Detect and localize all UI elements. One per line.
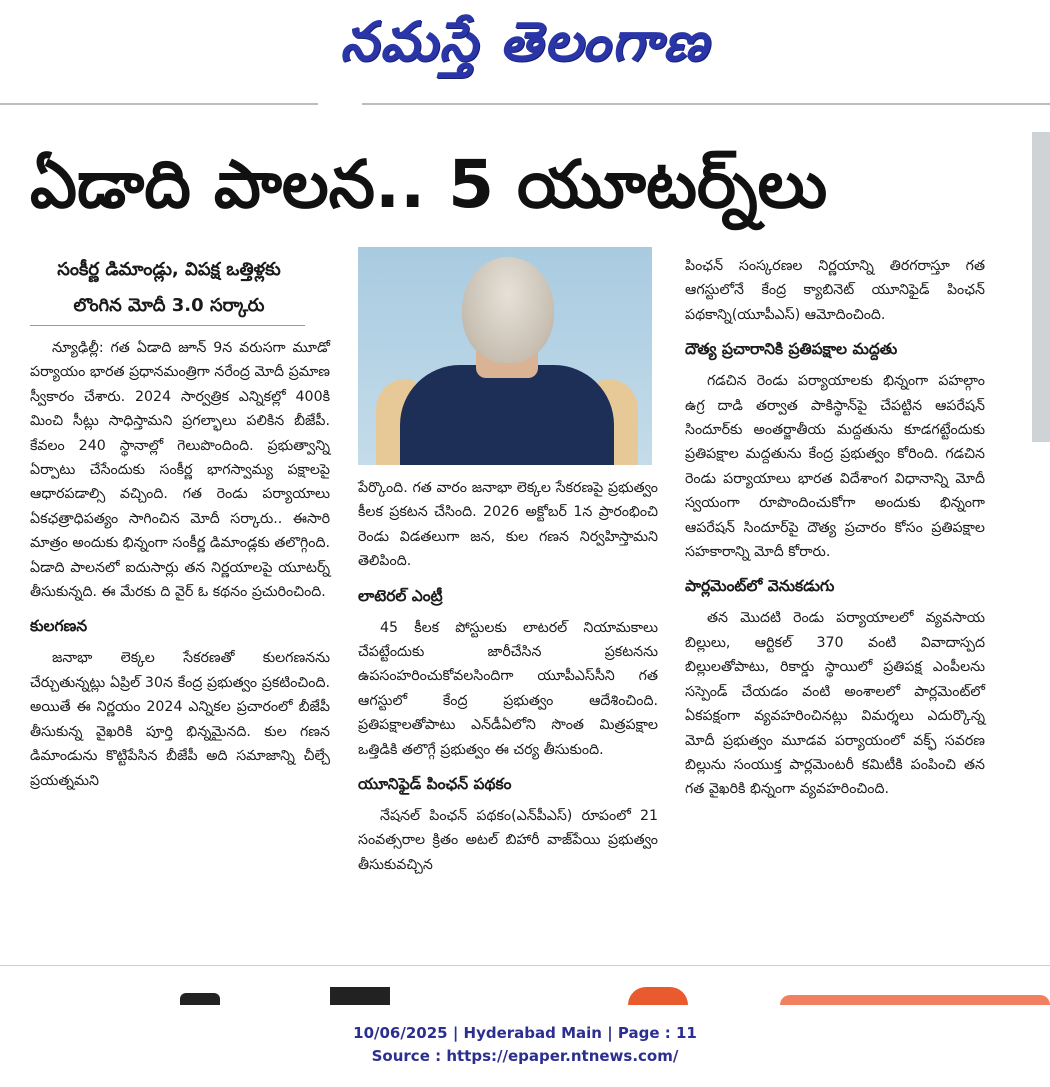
- masthead: [0, 0, 1050, 95]
- divider: [0, 103, 318, 105]
- section-heading: యూనిఫైడ్ పింఛన్ పథకం: [358, 775, 512, 794]
- section-heading: లాటెరల్ ఎంట్రీ: [358, 586, 443, 605]
- source-link[interactable]: Source : https://epaper.ntnews.com/: [371, 1047, 679, 1065]
- divider: [30, 325, 305, 326]
- divider: [362, 103, 1050, 105]
- section-heading: కులగణన: [30, 617, 88, 636]
- article-headline: ఏడాది పాలన.. 5 యూటర్న్‌లు: [30, 146, 828, 223]
- edition-info: 10/06/2025 | Hyderabad Main | Page : 11: [353, 1024, 697, 1042]
- article-column-1: [30, 336, 330, 793]
- article-column-3: [685, 254, 985, 802]
- section-heading: దౌత్య ప్రచారానికి ప్రతిపక్షాల మద్దతు: [685, 340, 898, 359]
- section-heading: పార్లమెంట్‌లో వెనుకడుగు: [685, 577, 835, 596]
- paragraph: పేర్కొంది. గత వారం జనాభా లెక్కల సేకరణపై ప్రభుత్వం కీలక ప్రకటన చేసింది. 2026 అక్టోబర్ 1న ప్రారంభించి రెండు విడతలుగా జన, కుల గణన నిర్వహిస్తామని తెలిపింది.: [358, 480, 658, 570]
- paragraph: తన మొదటి రెండు పర్యాయాలలో వ్యవసాయ బిల్లులు, ఆర్టికల్ 370 వంటి వివాదాస్పద బిల్లులతోపాటు, రికార్డు స్థాయిలో ప్రతిపక్ష ఎంపీలను సస్పెండ్ చేయడం వంటి అంశాలలో పార్లమెంట్‌లో ఏకపక్షంగా వ్యవహరించినట్లు విమర్శలు ఎదుర్కొన్న మోదీ ప్రభుత్వం మూడవ పర్యాయంలో వక్ఫ్ సవరణ బిల్లును సంయుక్త పార్లమెంటరీ కమిటీకి పంపించి తన గత వైఖరికి భిన్నంగా వ్యవహరించింది.: [685, 610, 985, 798]
- newspaper-logo: నమస్తే తెలంగాణ: [340, 9, 710, 73]
- article-subheadline: [30, 252, 308, 324]
- paragraph: జనాభా లెక్కల సేకరణతో కులగణనను చేర్చుతున్నట్లు ఏప్రిల్ 30న కేంద్ర ప్రభుత్వం ప్రకటించింది. అయితే ఈ నిర్ణయం 2024 ఎన్నికల ప్రచారంలో బీజేపీ తీసుకున్న వైఖరికి పూర్తి భిన్నమైనది. కుల గణన డిమాండును కొట్టిపేసిన బీజేపీ అది సమాజాన్ని చీల్చే ప్రయత్నమని: [30, 650, 330, 789]
- paragraph: పింఛన్ సంస్కరణల నిర్ణయాన్ని తిరగరాస్తూ గత ఆగస్టులోనే కేంద్ర క్యాబినెట్ యూనిఫైడ్ పింఛన్ పథకాన్ని(యూపీఎస్) ఆమోదించింది.: [685, 258, 985, 323]
- page-footer: [0, 1022, 1050, 1068]
- paragraph: గడచిన రెండు పర్యాయాలకు భిన్నంగా పహల్గాం ఉగ్ర దాడి తర్వాత పాకిస్థాన్‌పై చేపట్టిన ఆపరేషన్ సిందూర్‌కు అంతర్జాతీయ మద్దతును కూడగట్టేందుకు ప్రతిపక్షాల మద్దతును కేంద్ర ప్రభుత్వం కోరింది. గడచిన రెండు పర్యాయాలు భారత విదేశాంగ విధానాన్ని మోదీ స్వయంగా రూపొందించుకోగా అందుకు భిన్నంగా ఆపరేషన్ సిందూర్‌పై దౌత్య ప్రచారం కోసం ప్రతిపక్షాల సహకారాన్ని మోదీ కోరారు.: [685, 373, 985, 561]
- adjacent-article-photo: [1032, 132, 1050, 442]
- advertisement-strip: [0, 985, 1050, 1005]
- paragraph: నేషనల్ పింఛన్ పథకం(ఎన్‌పీఎస్) రూపంలో 21 సంవత్సరాల క్రితం అటల్ బిహారీ వాజ్‌పేయి ప్రభుత్వం తీసుకువచ్చిన: [358, 808, 658, 873]
- subhead-line: లొంగిన మోదీ 3.0 సర్కారు: [73, 295, 265, 316]
- paragraph: 45 కీలక పోస్టులకు లాటరల్ నియామకాలు చేపట్టేందుకు జారీచేసిన ప్రకటనను ఉపసంహరించుకోవలసిందిగా యూపీఎస్‌సీని గత ఆగస్టులో కేంద్ర ప్రభుత్వం ఆదేశించింది. ప్రతిపక్షాలతోపాటు ఎన్‌డీఏలోని సొంత మిత్రపక్షాల ఒత్తిడికి తలొగ్గే ప్రభుత్వం ఈ చర్య తీసుకుంది.: [358, 619, 658, 758]
- subhead-line: సంకీర్ణ డిమాండ్లు, విపక్ష ఒత్తిళ్లకు: [57, 259, 281, 280]
- article-photo: [358, 247, 652, 465]
- paragraph: న్యూఢిల్లీ: గత ఏడాది జూన్ 9న వరుసగా మూడో పర్యాయం భారత ప్రధానమంత్రిగా నరేంద్ర మోదీ ప్రమాణ స్వీకారం చేశారు. 2024 సార్వత్రిక ఎన్నికల్లో 400కి మించి సీట్లు సాధిస్తామని ప్రగల్భాలు పలికిన బీజేపీ. కేవలం 240 స్థానాల్లో గెలుపొందింది. ప్రభుత్వాన్ని ఏర్పాటు చేసేందుకు సంకీర్ణ భాగస్వామ్య పక్షాలపై ఆధారపడాల్సి వచ్చింది. గత రెండు పర్యాయాలు ఏకఛత్రాధిపత్యం సాగించిన మోదీ సర్కారు.. ఈసారి మాత్రం అందుకు భిన్నంగా సంకీర్ణ డిమాండ్లకు తలొగ్గింది. ఏడాది పాలనలో ఐదుసార్లు తన నిర్ణయాలపై యూటర్న్ తీసుకున్నది. ఈ మేరకు ది వైర్ ఓ కథనం ప్రచురించింది.: [30, 340, 330, 601]
- divider: [0, 965, 1050, 966]
- article-column-2: [358, 476, 658, 877]
